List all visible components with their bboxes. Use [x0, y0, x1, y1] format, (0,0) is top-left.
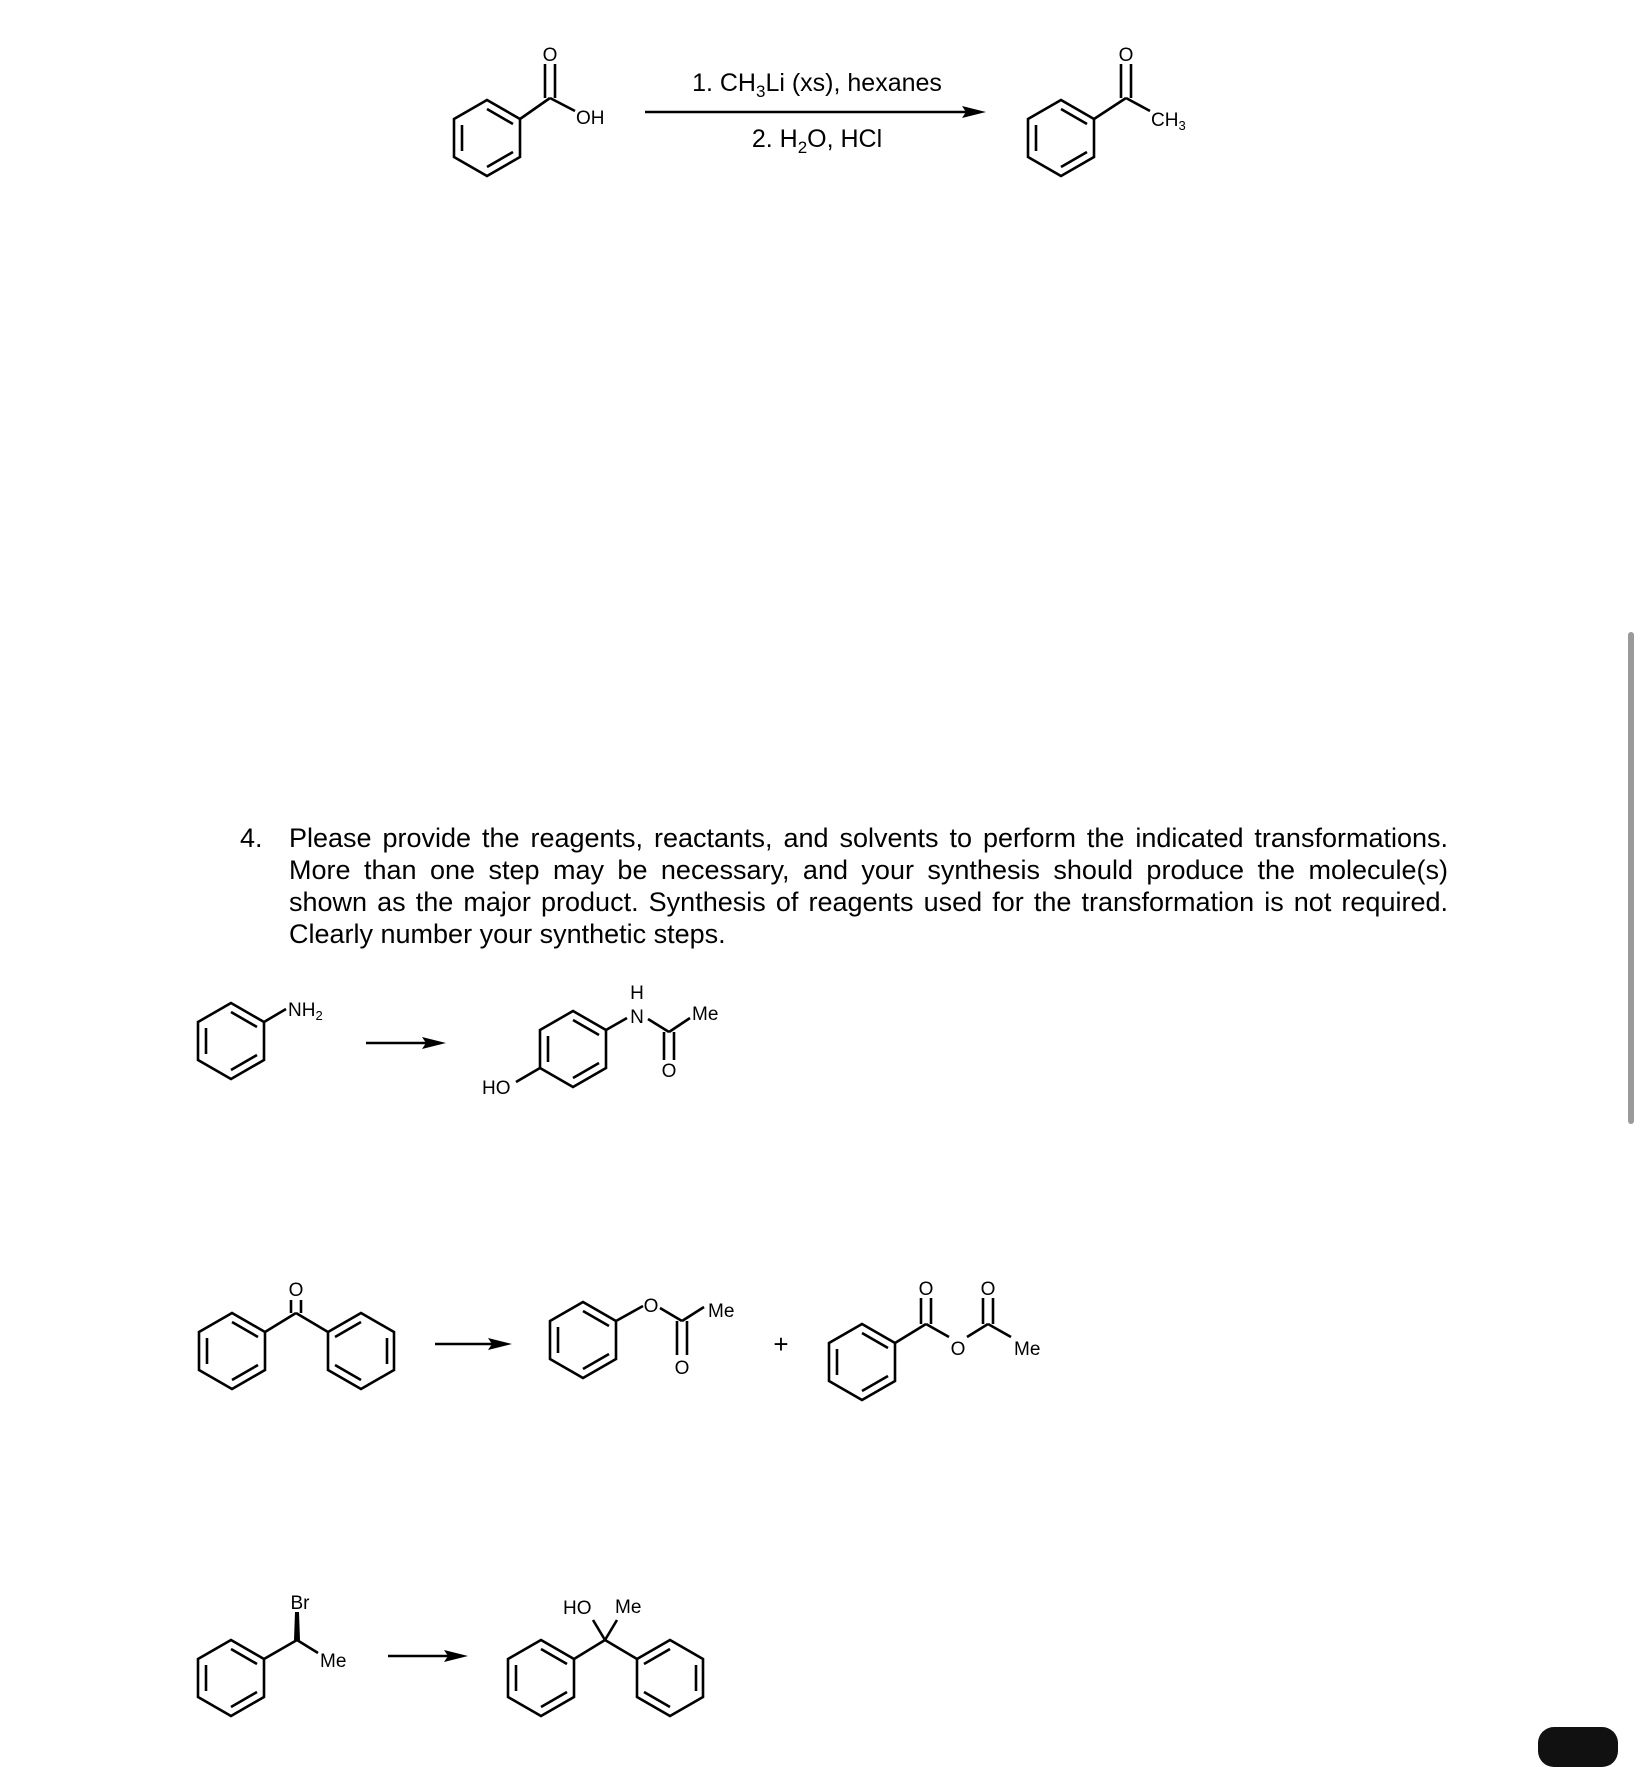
carbonyl-o-label: O	[980, 1279, 996, 1300]
amide-h-label: H	[630, 983, 644, 1004]
carbonyl-o-label: O	[288, 1280, 304, 1301]
methyl-label: Me	[320, 1651, 347, 1672]
hydroxyl-label: HO	[482, 1078, 511, 1099]
question-text: Please provide the reagents, reactants, and solvents to perform the indicated transformations. More than one step may be necessary, and your synthesis should produce the molecule(s) shown as the major product. Synthesis of reagents used for the transformation is not required. Clearly number your synthetic steps.	[289, 823, 1448, 949]
hydroxyl-label: OH	[576, 108, 605, 129]
methyl-label: Me	[692, 1004, 719, 1025]
amine-label: $NH_2$	[288, 1000, 323, 1023]
phenyl-acetate-structure	[550, 1296, 734, 1379]
condition-step-2: 2. $H_2O$, HCl	[751, 125, 883, 157]
methyl-label: $CH_3$	[1151, 110, 1186, 133]
benzoic-acid-structure	[454, 45, 605, 176]
methyl-label: Me	[1014, 1339, 1041, 1360]
acetaminophen-structure	[482, 983, 718, 1099]
carbonyl-o-label: O	[1118, 45, 1134, 66]
arrow-transformation-2	[435, 1338, 512, 1350]
bridging-o-label: O	[950, 1339, 966, 1360]
plus-sign: +	[773, 1329, 789, 1359]
carbonyl-o-label: O	[674, 1358, 690, 1379]
methyl-label: Me	[708, 1301, 735, 1322]
methyl-label: Me	[615, 1597, 642, 1618]
carbonyl-o-label: O	[542, 45, 558, 66]
diphenylethanol-structure	[508, 1597, 703, 1716]
arrow-transformation-3	[388, 1650, 468, 1662]
amide-n-label: N	[630, 1007, 644, 1028]
hydroxyl-label: HO	[563, 1598, 592, 1619]
aniline-structure	[198, 1000, 323, 1079]
vertical-scrollbar[interactable]	[1628, 632, 1634, 1124]
arrow-transformation-1	[366, 1037, 446, 1049]
floating-action-button[interactable]	[1538, 1727, 1618, 1767]
carbonyl-o-label: O	[918, 1279, 934, 1300]
benzophenone-structure	[199, 1280, 394, 1389]
question-number: 4.	[240, 823, 263, 853]
top-reaction-arrow	[645, 106, 986, 118]
acetophenone-structure	[1028, 45, 1186, 176]
condition-step-1: 1. $CH_3Li$ (xs), hexanes	[692, 69, 942, 101]
ether-o-label: O	[643, 1296, 659, 1317]
benzoic-acetic-anhydride-structure	[829, 1279, 1040, 1400]
bromo-label: Br	[290, 1593, 310, 1614]
carbonyl-o-label: O	[661, 1061, 677, 1082]
bromoethylbenzene-structure	[198, 1593, 346, 1716]
